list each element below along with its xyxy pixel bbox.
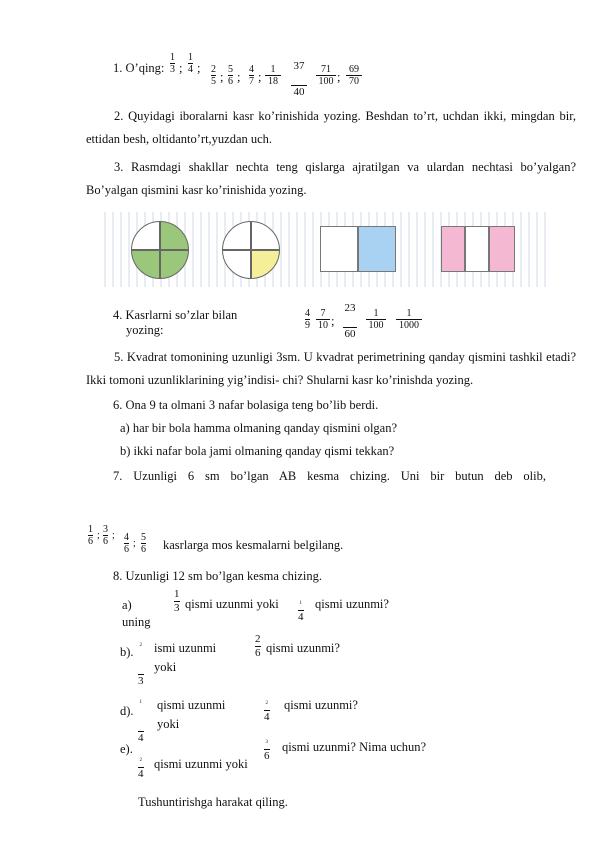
task7-text2: kasrlarga mos kesmalarni belgilang. — [163, 538, 344, 552]
fraction: $\frac{4}{9}$ — [305, 308, 310, 331]
task3-text: 3. Rasmdagi shakllar nechta teng qislarga ajratilgan va ulardan nechtasi bo’yalgan? Bo’yalgan qismini kasr ko’rinishida yozing. — [86, 160, 576, 197]
task1-label: 1. O’qing: — [113, 61, 165, 75]
task4-label2: yozing: — [126, 323, 164, 337]
task5-text: 5. Kvadrat tomonining uzunligi 3sm. U kvadrat perimetrining qanday qismini tashkil etadi? Ikki tomoni uzunliklarining yig’indisi- chi? Shularni kasr ko’rinishda yozing. — [86, 350, 576, 387]
task8-text: 8. Uzunligi 12 sm bo’lgan kesma chizing. — [113, 569, 322, 583]
fraction: $\frac{1}{18}$ — [265, 64, 281, 87]
task2-text: 2. Quyidagi iboralarni kasr ko’rinishida yozing. Beshdan to’rt, uchdan ikki, mingdan bir, ettidan besh, oltidanto’rt,yuzdan uch. — [86, 109, 576, 146]
fraction: 2 4 — [264, 701, 270, 723]
fraction: 1 4 — [138, 700, 144, 744]
fraction: $\frac{1}{3}$ — [170, 52, 175, 75]
task8-closing: Tushuntirishga harakat qiling. — [138, 795, 288, 809]
rect-blue — [358, 226, 396, 272]
fraction: $\frac{4}{7}$ — [249, 64, 254, 87]
task4-label: 4. Kasrlarni so’zlar bilan — [113, 308, 238, 322]
task6-a: a) har bir bola hamma olmaning qanday qismini olgan? — [120, 421, 398, 435]
fraction: $\frac{5}{6}$ — [141, 532, 146, 555]
fraction: $\frac{71}{100}$ — [316, 64, 336, 87]
fraction: $\frac{2}{5}$ — [211, 64, 216, 87]
rect-white — [465, 226, 489, 272]
circle-quarters-yellow — [222, 221, 280, 279]
fraction: $\frac{3}{6}$ — [103, 524, 108, 547]
fraction: $\frac{1}{1000}$ — [396, 308, 422, 331]
fraction: $\frac{4}{6}$ — [124, 532, 129, 555]
fraction: $\frac{37}{40}$ — [291, 60, 307, 99]
fraction: $\frac{1}{6}$ — [88, 524, 93, 547]
task6-text: 6. Ona 9 ta olmani 3 nafar bolasiga teng bo’lib berdi. — [113, 398, 379, 412]
fraction: $\frac{69}{70}$ — [346, 64, 362, 87]
shapes-figure — [98, 212, 546, 287]
fraction: $\frac{1}{3}$ — [174, 588, 180, 614]
fraction: $\frac{23}{60}$ — [344, 302, 356, 340]
rect-white — [320, 226, 358, 272]
fraction: $\frac{5}{6}$ — [228, 64, 233, 87]
fraction: 2 3 — [138, 643, 144, 687]
fraction: 3 6 — [264, 740, 270, 762]
task7-text: 7. Uzunligi 6 sm bo’lgan AB kesma chizing. Uni bir butun deb olib, — [113, 469, 546, 483]
circle-quarters — [131, 221, 189, 279]
task6-b: b) ikki nafar bola jami olmaning qanday qismi tekkan? — [120, 444, 395, 458]
fraction: $\frac{7}{10}$ — [318, 308, 328, 331]
fraction: 2 4 — [138, 758, 144, 780]
fraction: 1 4 — [298, 601, 304, 623]
fraction: $\frac{1}{4}$ — [188, 52, 193, 75]
fraction: $\frac{1}{100}$ — [366, 308, 386, 331]
rect-pink — [441, 226, 465, 272]
fraction: $\frac{2}{6}$ — [255, 633, 261, 659]
rect-pink — [489, 226, 515, 272]
